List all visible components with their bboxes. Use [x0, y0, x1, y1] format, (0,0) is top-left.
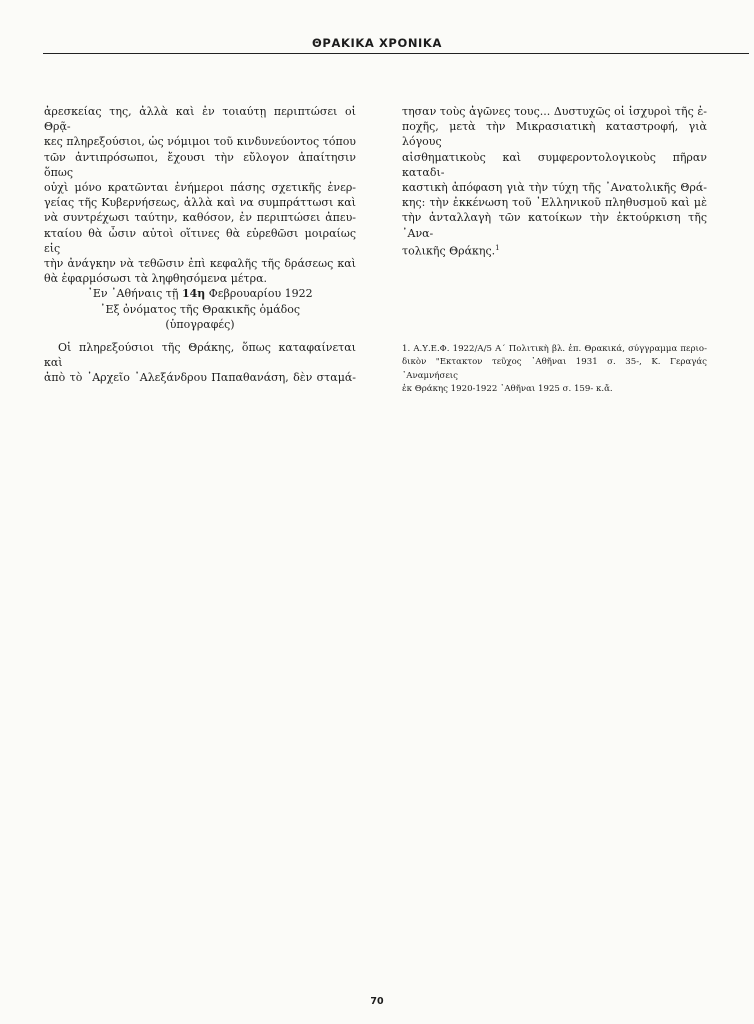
body-line: ποχῆς, μετὰ τὴν Μικρασιατικὴ καταστροφή, γιὰ λόγους — [402, 120, 707, 149]
footnotes — [402, 343, 707, 397]
footnote-line: ἐκ Θράκης 1920-1922 ᾿Αθῆναι 1925 σ. 159- κ.ἄ. — [402, 383, 613, 394]
body-line: γείας τῆς Κυβερνήσεως, ἀλλὰ καὶ να συμπράττωσι καὶ — [44, 196, 356, 210]
body-line: κταίου θὰ ὦσιν αὐτοὶ οἵτινες θὰ εὑρεθῶσι μοιραίως εἰς — [44, 226, 356, 255]
dateline-day: 14η — [181, 287, 206, 301]
body-line: τησαν τοὺς ἀγῶνες τους... Δυστυχῶς οἱ ἰσχυροὶ τῆς ἐ- — [402, 105, 707, 118]
body-line: ἀρεσκείας της, ἀλλὰ καὶ ἐν τοιαύτῃ περιπτώσει οἱ Θρᾷ- — [44, 105, 356, 134]
body-line — [402, 241, 707, 259]
footnote-line: 1. Α.Υ.Ε.Φ. 1922/Α/5 Α΄ Πολιτικὴ βλ. ἐπ. Θρακικά, σύγγραμμα περιο- — [402, 343, 707, 354]
body-line: τὴν ἀνταλλαγὴ τῶν κατοίκων τὴν ἐκτούρκιση τῆς ᾿Ανα- — [402, 211, 707, 240]
body-line: τῶν ἀντιπρόσωποι, ἔχουσι τὴν εὔλογον ἀπαίτησιν ὅπως — [44, 150, 356, 179]
signature-note: (ὑπογραφές) — [165, 317, 235, 331]
dateline-prefix: ᾿Εν ᾿Αθήναις τῇ — [87, 287, 182, 301]
page-number: 70 — [370, 996, 384, 1007]
dateline — [44, 286, 356, 301]
body-line: νὰ συντρέχωσι ταύτην, καθόσον, ἐν περιπτώσει ἀπευ- — [44, 211, 356, 225]
dateline-suffix: Φεβρουαρίου 1922 — [205, 287, 313, 301]
header-rule — [43, 53, 749, 54]
footnote-line: δικὸν "Εκτακτον τεῦχος ᾿Αθῆναι 1931 σ. 35-, Κ. Γεραγάς ᾿Αναμνήσεις — [402, 357, 707, 381]
left-column — [44, 104, 356, 386]
body-line: καστικὴ ἀπόφαση γιὰ τὴν τύχη τῆς ᾿Ανατολικῆς Θρά- — [402, 181, 707, 195]
body-line: αἰσθηματικοὺς καὶ συμφεροντολογικοὺς πῆραν καταδι- — [402, 150, 707, 179]
footnote-marker: 1 — [495, 243, 500, 252]
body-line: τὴν ἀνάγκην νὰ τεθῶσιν ἐπὶ κεφαλῆς τῆς δράσεως καὶ — [44, 257, 356, 271]
signature-line: ᾿Εξ ὀνόματος τῆς Θρακικῆς ὁμάδος — [99, 302, 301, 316]
body-line: θὰ ἐφαρμόσωσι τὰ ληφθησόμενα μέτρα. — [44, 272, 268, 286]
running-header: ΘΡΑΚΙΚΑ ΧΡΟΝΙΚΑ — [312, 36, 442, 50]
body-line-text: τολικῆς Θράκης. — [402, 244, 496, 258]
body-line: Οἱ πληρεξούσιοι τῆς Θράκης, ὅπως καταφαίνεται καὶ — [44, 341, 356, 370]
body-line: οὐχὶ μόνο κρατῶνται ἐνήμεροι πάσης σχετικῆς ἐνερ- — [44, 181, 356, 195]
right-column — [402, 104, 707, 396]
body-line: κες πληρεξούσιοι, ὡς νόμιμοι τοῦ κινδυνεύοντος τόπου — [44, 135, 356, 149]
body-line: κης: τὴν ἐκκένωση τοῦ ᾿Ελληνικοῦ πληθυσμοῦ καὶ μὲ — [402, 196, 707, 210]
body-line: ἀπὸ τὸ ᾿Αρχεῖο ᾿Αλεξάνδρου Παπαθανάση, δὲν σταμά- — [44, 371, 356, 385]
